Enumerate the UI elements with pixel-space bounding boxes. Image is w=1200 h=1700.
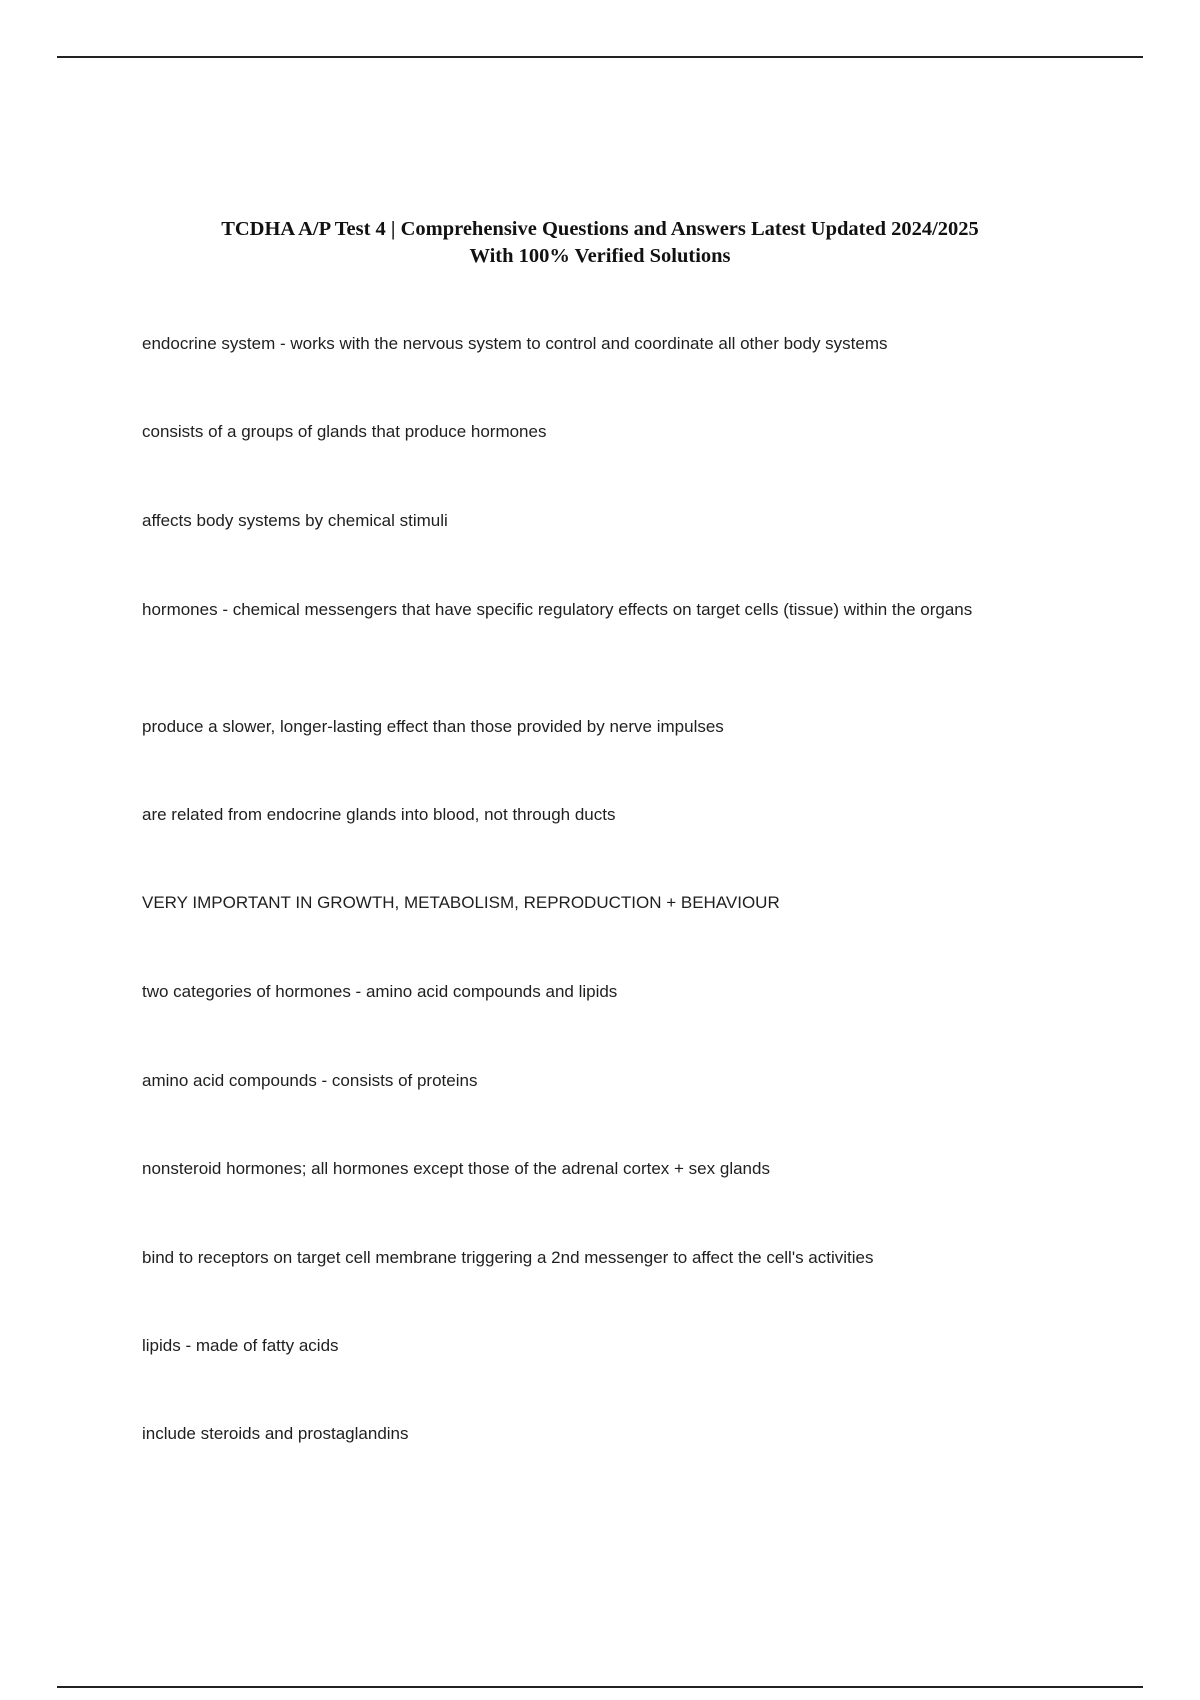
document-title bbox=[120, 216, 1080, 270]
list-item: two categories of hormones - amino acid compounds and lipids bbox=[142, 982, 618, 1001]
list-item: are related from endocrine glands into blood, not through ducts bbox=[142, 805, 616, 824]
list-item: bind to receptors on target cell membrane triggering a 2nd messenger to affect the cell's activities bbox=[142, 1248, 874, 1267]
list-item: affects body systems by chemical stimuli bbox=[142, 511, 448, 530]
list-item: produce a slower, longer-lasting effect than those provided by nerve impulses bbox=[142, 717, 724, 736]
list-item: lipids - made of fatty acids bbox=[142, 1336, 339, 1355]
list-item: endocrine system - works with the nervous system to control and coordinate all other body systems bbox=[142, 334, 888, 353]
list-item: nonsteroid hormones; all hormones except those of the adrenal cortex + sex glands bbox=[142, 1159, 770, 1178]
list-item: hormones - chemical messengers that have specific regulatory effects on target cells (tissue) within the organs bbox=[142, 600, 973, 619]
bottom-rule bbox=[57, 1686, 1143, 1688]
list-item: consists of a groups of glands that produce hormones bbox=[142, 422, 547, 441]
list-item: amino acid compounds - consists of proteins bbox=[142, 1071, 478, 1090]
list-item: VERY IMPORTANT IN GROWTH, METABOLISM, REPRODUCTION + BEHAVIOUR bbox=[142, 893, 780, 912]
top-rule bbox=[57, 56, 1143, 58]
list-item: include steroids and prostaglandins bbox=[142, 1424, 409, 1443]
title-line-2: With 100% Verified Solutions bbox=[469, 245, 731, 267]
title-line-1: TCDHA A/P Test 4 | Comprehensive Questions and Answers Latest Updated 2024/2025 bbox=[221, 218, 979, 240]
